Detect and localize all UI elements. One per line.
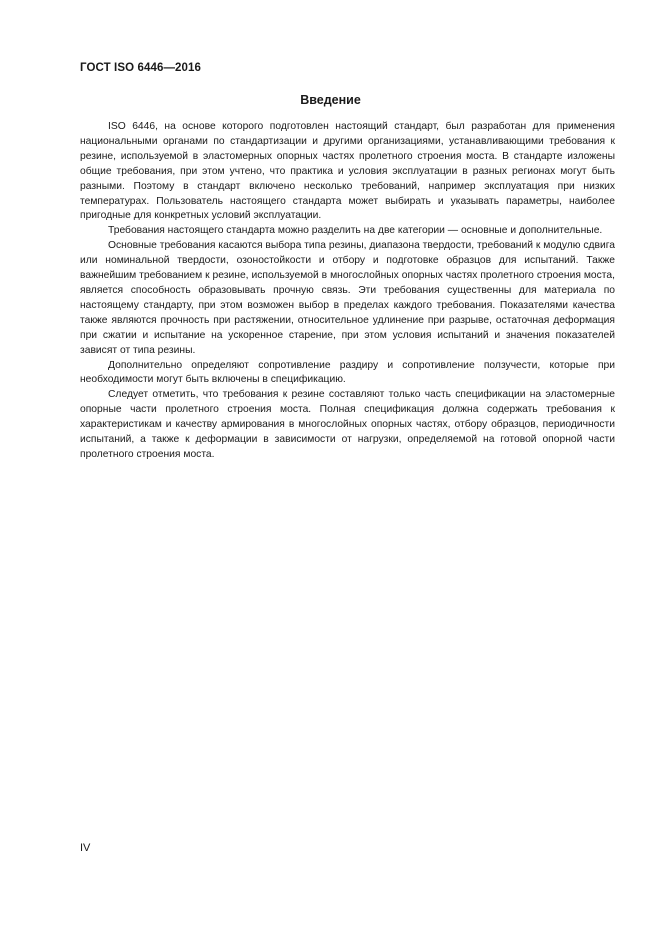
paragraph-2: Требования настоящего стандарта можно разделить на две категории — основные и дополнительные. <box>108 225 603 237</box>
document-code-header: ГОСТ ISO 6446—2016 <box>80 62 202 74</box>
paragraph-3: Основные требования касаются выбора типа резины, диапазона твердости, требований к модулю сдвига или номинальной твердости, озоностойкости и отбору и подготовке образцов для испытаний. Также важнейшим требованием к резине, используемой в многослойных опорных частях пролетного строения моста, является способность образовывать прочную связь. Эти требования существенны для материала по настоящему стандарту, при этом возможен выбор в пределах каждого требования. Показателями качества также являются прочность при растяжении, относительное удлинение при разрыве, остаточная деформация при сжатии и испытание на ускоренное старение, при этом условия испытаний и значения показателей зависят от типа резины. <box>80 240 615 356</box>
paragraph-1: ISO 6446, на основе которого подготовлен настоящий стандарт, был разработан для применения национальными органами по стандартизации и другими организациями, устанавливающими требования к резине, используемой в эластомерных опорных частях пролетного строения моста. В стандарте изложены общие требования, при этом учтено, что практика и условия эксплуатации в разных регионах могут быть разными. Поэтому в стандарт включено несколько требований, например эксплуатация при низких температурах. Пользователь настоящего стандарта может выбирать и указывать параметры, наиболее пригодные для конкретных условий эксплуатации. <box>80 121 615 222</box>
section-body <box>80 120 615 463</box>
paragraph-4: Дополнительно определяют сопротивление раздиру и сопротивление ползучести, которые при необходимости могут быть включены в спецификацию. <box>80 359 615 386</box>
page-number: IV <box>80 842 91 854</box>
paragraph-5: Следует отметить, что требования к резине составляют только часть спецификации на эластомерные опорные части пролетного строения моста. Полная спецификация должна содержать требования к характеристикам и качеству армирования в многослойных опорных частях, отбору образцов, периодичности испытаний, а также к деформации в зависимости от нагрузки, определяемой на готовой опорной части пролетного строения моста. <box>80 389 615 460</box>
section-title: Введение <box>300 93 361 107</box>
